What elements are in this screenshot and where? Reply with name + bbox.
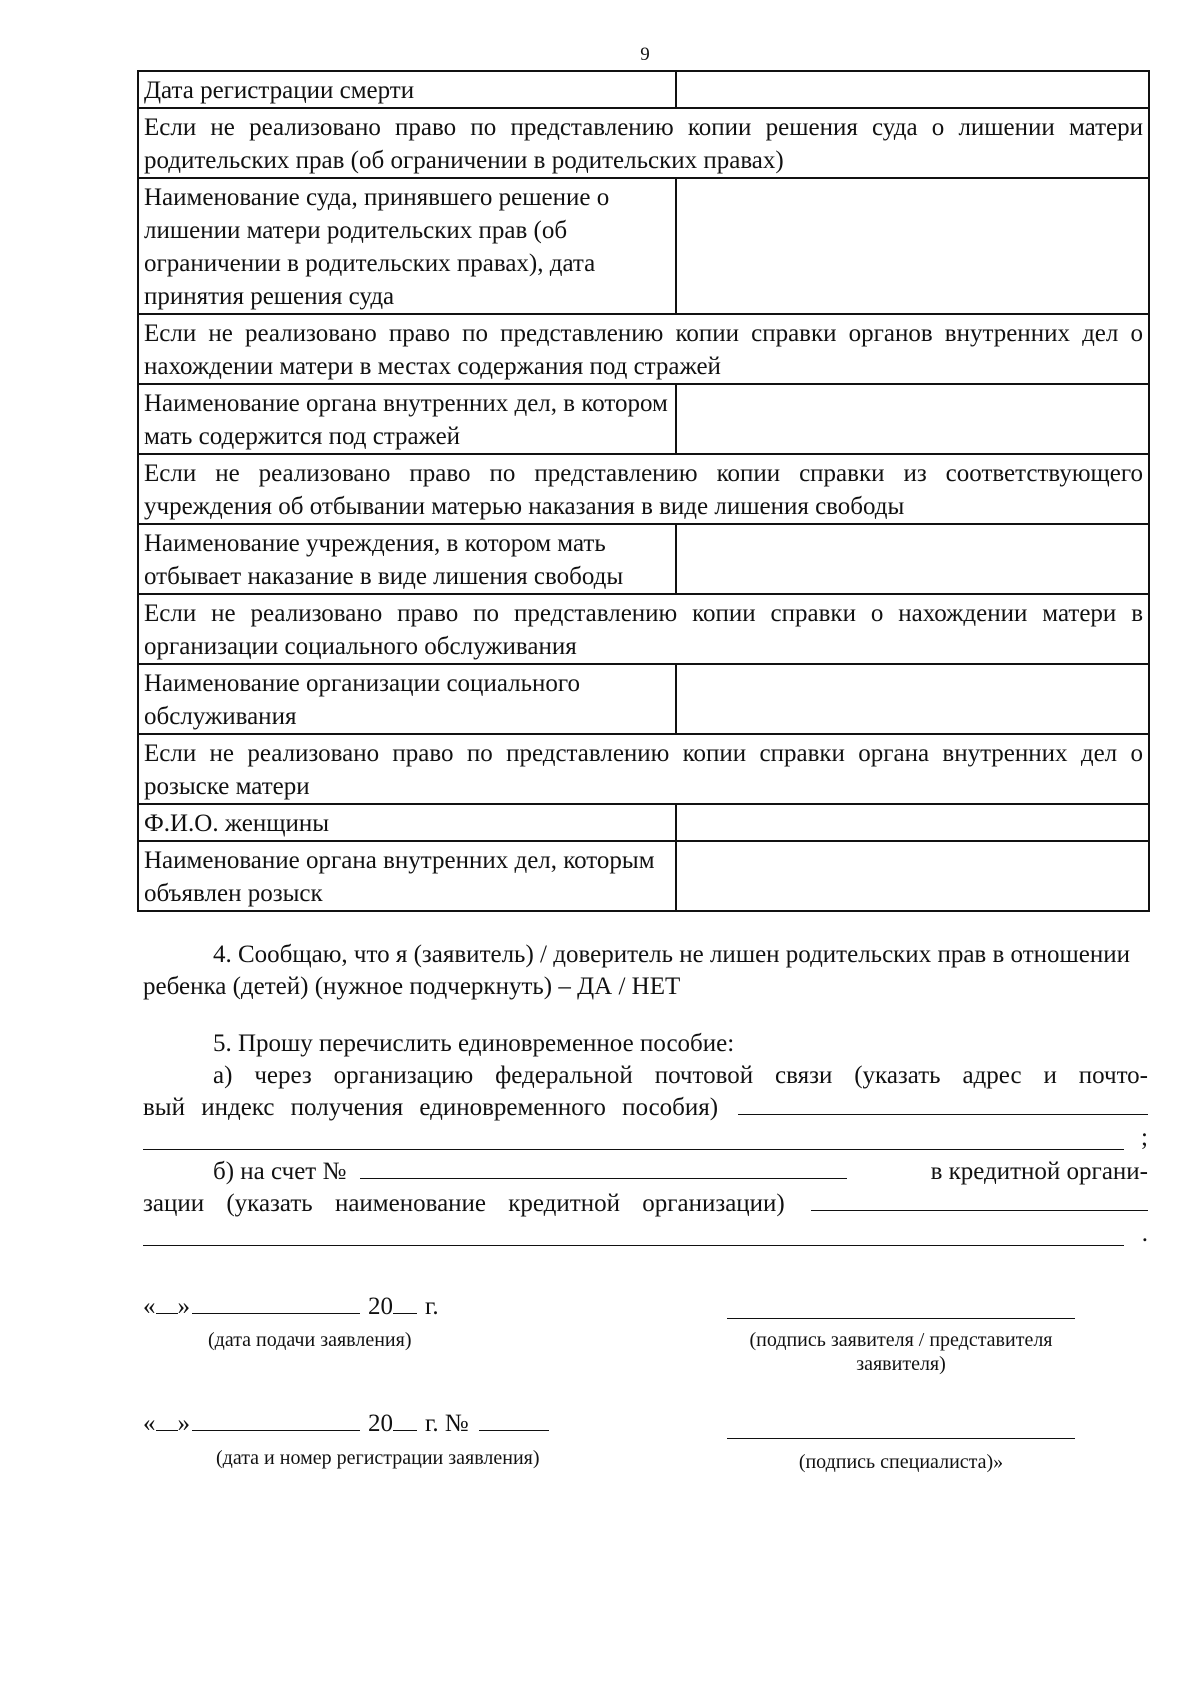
day-field[interactable]	[156, 1295, 178, 1314]
field-value-cell[interactable]	[676, 841, 1149, 911]
applicant-signature-line[interactable]	[727, 1318, 1075, 1319]
reg-year-suffix: г.	[425, 1410, 439, 1437]
table-row	[138, 71, 1149, 108]
section-5a-line1: а) через организацию федеральной почтовой связи (указать адрес и почто-	[213, 1062, 1148, 1089]
section-4	[143, 939, 1148, 1003]
account-number-field[interactable]	[360, 1158, 846, 1179]
table-row	[138, 108, 1149, 178]
semicolon: ;	[1141, 1124, 1148, 1151]
quote-open-2: «	[143, 1410, 156, 1437]
table-row	[138, 384, 1149, 454]
field-value-cell[interactable]	[676, 384, 1149, 454]
field-label-cell: Наименование суда, принявшего решение о лишении матери родительских прав (об ограничении в родительских правах), дата принятия решения суда	[138, 178, 676, 314]
quote-close-2: »	[177, 1410, 190, 1437]
section-4-text: 4. Сообщаю, что я (заявитель) / доверитель не лишен родительских прав в отношении ребенка (детей) (нужное подчеркнуть) – ДА / НЕТ	[143, 941, 1130, 1000]
field-value-cell[interactable]	[676, 804, 1149, 841]
bank-name-field-1[interactable]	[811, 1190, 1148, 1211]
table-row	[138, 524, 1149, 594]
section-5a-line2	[143, 1092, 1148, 1124]
condition-cell: Если не реализовано право по представлению копии справки из соответствующего учреждения об отбывании матерью наказания в виде лишения свободы	[138, 454, 1149, 524]
condition-cell: Если не реализовано право по представлению копии справки органов внутренних дел о нахождении матери в местах содержания под стражей	[138, 314, 1149, 384]
submission-date-caption: (дата подачи заявления)	[208, 1329, 412, 1351]
field-label-cell: Ф.И.О. женщины	[138, 804, 676, 841]
postal-address-field-1[interactable]	[738, 1094, 1148, 1115]
field-value-cell[interactable]	[676, 524, 1149, 594]
section-5b-line1	[143, 1156, 1148, 1188]
year-field[interactable]	[393, 1295, 417, 1314]
table-row	[138, 734, 1149, 804]
table-row	[138, 664, 1149, 734]
reg-number-field[interactable]	[479, 1412, 549, 1431]
condition-cell: Если не реализовано право по представлению копии решения суда о лишении матери родительских прав (об ограничении в родительских правах)	[138, 108, 1149, 178]
field-label-cell: Наименование учреждения, в котором мать отбывает наказание в виде лишения свободы	[138, 524, 676, 594]
section-5b-line2	[143, 1188, 1148, 1220]
bank-name-field-2[interactable]	[143, 1245, 1124, 1246]
condition-cell: Если не реализовано право по представлению копии справки о нахождении матери в организации социального обслуживания	[138, 594, 1149, 664]
reg-month-field[interactable]	[192, 1412, 360, 1431]
postal-address-line-2	[143, 1124, 1148, 1156]
section-5b-line2-text: зации (указать наименование кредитной организации)	[143, 1190, 785, 1217]
condition-cell: Если не реализовано право по представлению копии справки органа внутренних дел о розыске матери	[138, 734, 1149, 804]
section-5	[143, 1028, 1148, 1252]
applicant-signature-caption: (подпись заявителя / представителя заявителя)	[749, 1329, 1053, 1375]
year-suffix: г.	[425, 1293, 439, 1320]
reg-year-prefix: 20	[368, 1410, 393, 1437]
section-5-heading: 5. Прошу перечислить единовременное пособие:	[213, 1030, 735, 1057]
table-row	[138, 454, 1149, 524]
postal-address-field-2[interactable]	[143, 1149, 1124, 1150]
field-value-cell[interactable]	[676, 664, 1149, 734]
field-label-cell: Дата регистрации смерти	[138, 71, 676, 108]
field-label-cell: Наименование органа внутренних дел, которым объявлен розыск	[138, 841, 676, 911]
registration-caption: (дата и номер регистрации заявления)	[216, 1447, 540, 1469]
section-5b-prefix: б) на счет №	[213, 1158, 347, 1185]
specialist-signature-line[interactable]	[727, 1438, 1075, 1439]
field-label-cell: Наименование организации социального обслуживания	[138, 664, 676, 734]
application-form-table	[137, 70, 1150, 912]
table-row	[138, 178, 1149, 314]
period: .	[1141, 1220, 1148, 1247]
specialist-signature-caption: (подпись специалиста)»	[798, 1451, 1004, 1473]
quote-open: «	[143, 1293, 156, 1320]
submission-date	[143, 1293, 439, 1321]
field-label-cell: Наименование органа внутренних дел, в котором мать содержится под стражей	[138, 384, 676, 454]
bank-name-line-2	[143, 1220, 1148, 1252]
section-5a-line2-text: вый индекс получения единовременного пособия)	[143, 1094, 719, 1121]
year-prefix: 20	[368, 1293, 393, 1320]
table-row	[138, 841, 1149, 911]
table-row	[138, 314, 1149, 384]
field-value-cell[interactable]	[676, 71, 1149, 108]
table-row	[138, 804, 1149, 841]
section-5b-suffix: в кредитной органи-	[930, 1158, 1148, 1185]
table-body	[138, 71, 1149, 911]
month-field[interactable]	[192, 1295, 360, 1314]
quote-close: »	[177, 1293, 190, 1320]
registration-date	[143, 1410, 549, 1438]
table-row	[138, 594, 1149, 664]
field-value-cell[interactable]	[676, 178, 1149, 314]
reg-year-field[interactable]	[393, 1412, 417, 1431]
page-number: 9	[640, 44, 650, 65]
number-sign: №	[444, 1410, 469, 1437]
reg-day-field[interactable]	[156, 1412, 178, 1431]
